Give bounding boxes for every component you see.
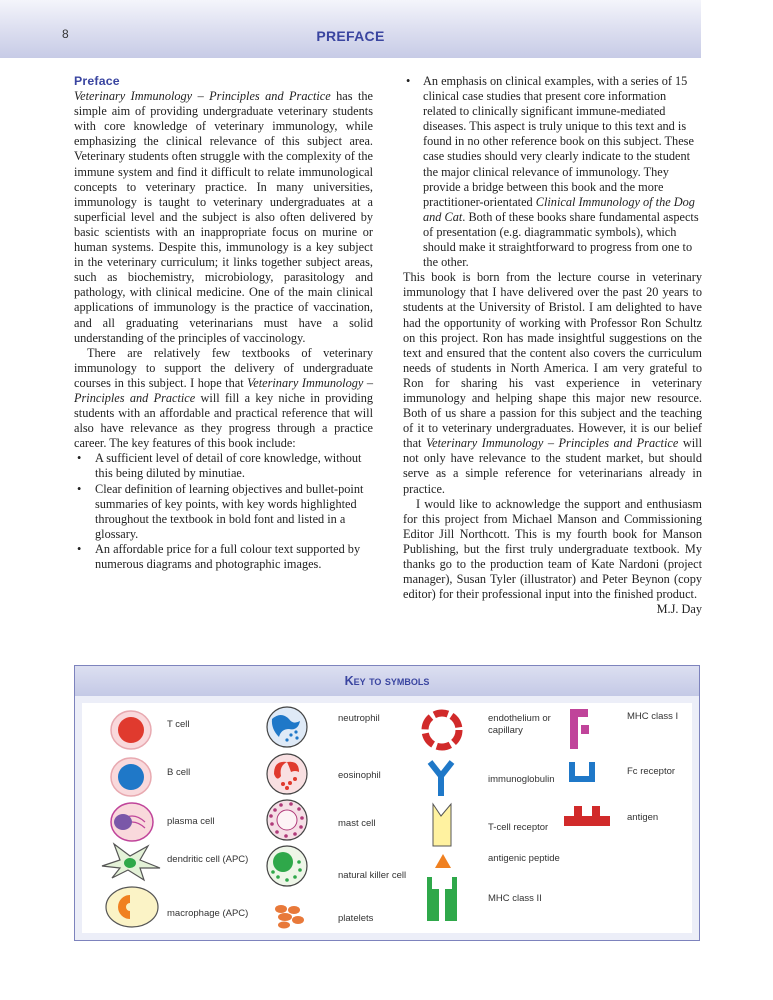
dendritic-cell-icon xyxy=(100,840,162,882)
key-panel xyxy=(82,703,692,933)
list-item: • An affordable price for a full colour text supported by numerous diagrams and photographic images. xyxy=(74,542,373,572)
book-title: Veterinary Immunology – Principles and Practice xyxy=(74,375,373,405)
lecture-paragraph xyxy=(403,270,702,496)
page-title: PREFACE xyxy=(316,28,385,44)
dendritic-cell-label: dendritic cell (APC) xyxy=(167,854,249,865)
antigenic-peptide-text: antigenic peptide xyxy=(488,853,560,864)
key-to-symbols-box xyxy=(74,665,700,941)
key-header xyxy=(75,666,699,696)
book-title: Veterinary Immunology – Principles and Practice xyxy=(74,89,331,104)
section-heading: Preface xyxy=(74,74,120,88)
right-column xyxy=(403,74,702,617)
plasma-cell-icon xyxy=(109,801,155,843)
b-cell-label: B cell xyxy=(167,767,191,778)
antigenic-peptide-icon xyxy=(434,853,452,869)
b-cell-icon xyxy=(109,756,153,798)
features-list xyxy=(74,451,373,572)
key-title-text: Key to symbols xyxy=(344,674,430,688)
mhc-class-ii-icon xyxy=(425,875,459,923)
textbooks-paragraph xyxy=(74,346,373,452)
fc-receptor-icon xyxy=(567,760,597,784)
endothelium-icon xyxy=(419,707,465,753)
features-list-continued xyxy=(403,74,702,270)
list-item-text: An emphasis on clinical examples, with a series of 15 clinical case studies that present core information related to clinically significant immune-mediated diseases. This aspect is truly unique to this text and is found in no other reference book on this subject. These case studies should very clearly indicate to the student the major clinical relevance of immunology. They provide a bridge between this book and the more practitioner-orientated xyxy=(423,74,694,209)
natural-killer-cell-icon xyxy=(265,844,309,888)
list-item-text: . Both of these books share fundamental aspects of presentation (e.g. diagrammatic symbols), which should make it straightforward to progress from one to the other. xyxy=(423,209,699,270)
platelets-icon xyxy=(272,903,306,929)
immunoglobulin-icon xyxy=(426,758,456,798)
t-cell-icon xyxy=(109,709,153,751)
list-item: • Clear definition of learning objectives and bullet-point summaries of key points, with key words highlighted throughout the textbook in bold font and listed in a glossary. xyxy=(74,482,373,542)
key-title xyxy=(75,674,699,688)
antigen-label: antigen xyxy=(627,812,659,823)
acknowledgement-paragraph: I would like to acknowledge the support and enthusiasm for this project from Michael Manson and Commissioning Editor Jill Northcott. This is my fourth book for Manson Publishing, but the first truly undergraduate textbook. My thanks go to the production team of Kate Nardoni (project manager), Susan Tyler (illustrator) and Peter Beynon (copy editor) for their professional input into the finished product. xyxy=(403,496,702,602)
mhc-class-i-label: MHC class I xyxy=(627,711,679,722)
t-cell-label: T cell xyxy=(167,719,190,730)
author-signature: M.J. Day xyxy=(656,602,702,617)
macrophage-label: macrophage (APC) xyxy=(167,908,249,919)
neutrophil-label: neutrophil xyxy=(338,713,380,724)
antigenic-peptide-label xyxy=(488,853,560,865)
book-title: Clinical Immunology of the Dog and Cat xyxy=(423,194,695,224)
neutrophil-icon xyxy=(265,705,309,749)
mhc-class-ii-label: MHC class II xyxy=(488,893,542,904)
macrophage-icon xyxy=(104,885,160,929)
platelets-label: platelets xyxy=(338,913,374,924)
natural-killer-cell-label: natural killer cell xyxy=(338,870,407,881)
fc-receptor-label: Fc receptor xyxy=(627,766,676,777)
paragraph-text: There are relatively few textbooks of veterinary immunology to support the delivery of undergraduate courses in this subject. I hope that xyxy=(74,345,373,390)
list-item: • A sufficient level of detail of core knowledge, without this being diluted by minutiae. xyxy=(74,451,373,481)
antigen-icon xyxy=(562,804,612,830)
mast-cell-icon xyxy=(265,798,309,842)
eosinophil-label: eosinophil xyxy=(338,770,381,781)
book-title: Veterinary Immunology – Principles and Practice xyxy=(426,436,679,451)
eosinophil-icon xyxy=(265,752,309,796)
t-cell-receptor-icon xyxy=(431,802,453,848)
t-cell-receptor-label: T-cell receptor xyxy=(488,822,549,833)
page-header xyxy=(0,0,701,58)
mhc-class-i-icon xyxy=(568,707,594,751)
endothelium-label: endothelium or capillary xyxy=(488,713,551,736)
page-number: 8 xyxy=(62,27,69,41)
plasma-cell-label: plasma cell xyxy=(167,816,215,827)
paragraph-text: This book is born from the lecture course in veterinary immunology that I have delivered over the past 20 years to students at the University of Bristol. I am delighted to have had the opportunity of working with Professor Ron Schultz on this project. Ron has made insightful suggestions on the text and ensured that the content also covers the curriculum needs of students in North America. I am very grateful to Ron for sharing his vast experience in veterinary immunology and helping shape this major new resource. Both of us share a passion for this subject and the teaching of it to veterinary undergraduates. However, it is our belief that xyxy=(403,270,702,451)
intro-paragraph xyxy=(74,89,373,346)
paragraph-text: has the simple aim of providing undergraduate veterinary students with core knowledge of veterinary immunology, while emphasizing the clinical relevance of this subject area. Veterinary students often struggle with the complexity of the immune system and find it difficult to relate immunological concepts to veterinary practice. In many universities, immunology is taught to veterinary undergraduates at a superficial level and the subject is also often delivered by basic scientists with an inappropriate focus on murine or human systems. Despite this, immunology is a key subject in the veterinary curriculum; it links together subject areas, such as biochemistry, microbiology, parasitology and pathology, with clinical medicine. One of the main clinical applications of immunology is the practice of vaccination, and all graduating veterinarians must have a solid understanding of the principles of vaccinology. xyxy=(74,89,373,345)
mast-cell-label: mast cell xyxy=(338,818,376,829)
left-column xyxy=(74,74,373,572)
immunoglobulin-label: immunoglobulin xyxy=(488,774,555,785)
paragraph-text: will fill a key niche in providing students with an affordable and practical reference that will also have relevance as they progress through a practice career. The key features of this book include: xyxy=(74,390,373,451)
paragraph-text: will not only have relevance to the student market, but should serve as a simple reference for veterinarians already in practice. xyxy=(403,436,703,496)
list-item xyxy=(403,74,702,270)
